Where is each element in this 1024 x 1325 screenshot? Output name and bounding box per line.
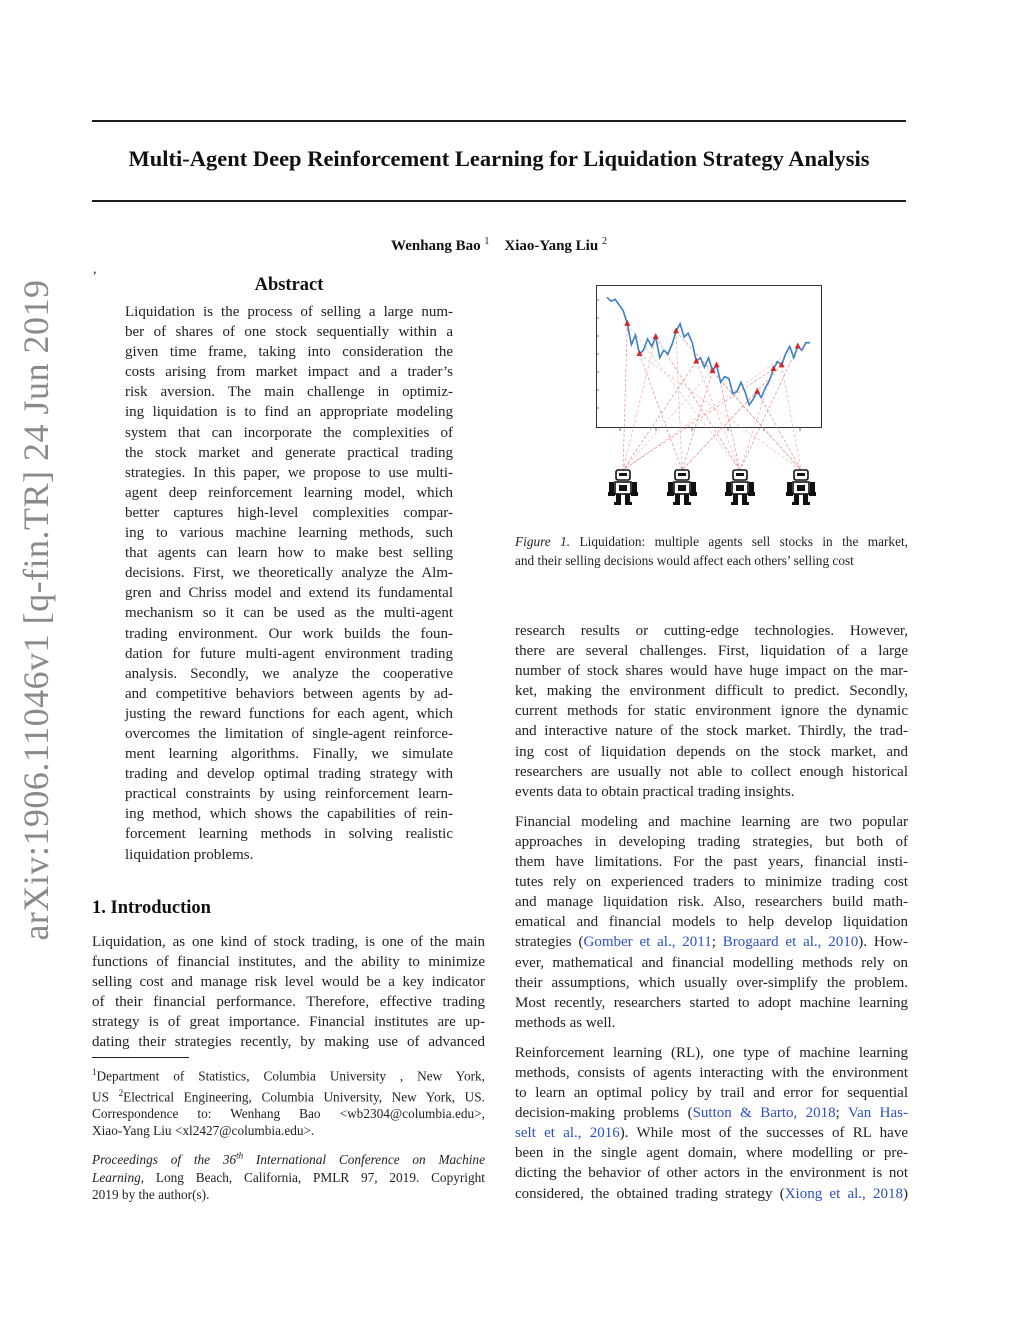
text-line: dicting the behavior of other actors in the environment is not bbox=[515, 1165, 908, 1182]
author-name: Xiao-Yang Liu bbox=[504, 238, 599, 254]
text-line: to learn an optimal policy by trail and error for sequential bbox=[515, 1085, 908, 1102]
stock-price-line bbox=[607, 297, 810, 405]
citation-link[interactable]: Gomber et al., 2011 bbox=[583, 934, 712, 951]
text-line: and interactive nature of the stock market. Thirdly, the trad- bbox=[515, 723, 908, 740]
proceedings-text: International Conference on Machine bbox=[243, 1152, 485, 1168]
influence-link bbox=[623, 369, 773, 470]
text-line: events data to obtain practical trading insights. bbox=[515, 783, 795, 800]
text-line: mechanism so it can be used as the multi-agent bbox=[125, 605, 453, 622]
proceedings-text: Learning bbox=[92, 1169, 141, 1185]
footnote-text: Electrical Engineering, Columbia University, New York, US. bbox=[123, 1089, 485, 1105]
text-line: practical constraints by using reinforcement learn- bbox=[125, 786, 453, 803]
text-line: been in the single agent domain, where modelling or pre- bbox=[515, 1145, 908, 1162]
abstract-heading: Abstract bbox=[254, 275, 324, 295]
robot-agent-icon bbox=[608, 470, 638, 505]
text-line: trading and develop optimal trading strategy with bbox=[125, 766, 453, 783]
sell-point-marker bbox=[795, 342, 801, 348]
text-run: decision-making problems ( bbox=[515, 1105, 693, 1122]
robot-agent-icon bbox=[725, 470, 755, 505]
text-line: better captures high-level complexities compar- bbox=[125, 504, 453, 521]
text-line: the stock market and generate practical trading bbox=[125, 444, 453, 461]
title-bottom-rule bbox=[92, 200, 906, 202]
text-line: Reinforcement learning (RL), one type of machine learning bbox=[515, 1044, 908, 1061]
text-line: gren and Chriss model and extend its fundamental bbox=[125, 585, 453, 602]
text-line: and manage liquidation risk. Also, researchers build math- bbox=[515, 894, 908, 911]
paragraph bbox=[515, 812, 908, 1033]
text-line bbox=[515, 1184, 908, 1204]
text-line: selling cost and manage risk level would be a key indicator bbox=[92, 974, 485, 991]
influence-link bbox=[623, 362, 696, 470]
text-line bbox=[515, 1103, 908, 1123]
footnote-mark: 1 bbox=[92, 1067, 97, 1077]
paragraph bbox=[515, 1043, 908, 1204]
text-line: ket, making the environment difficult to predict. Secondly, bbox=[515, 683, 908, 700]
text-line: Liquidation, as one kind of stock trading, is one of the main bbox=[92, 934, 485, 950]
text-line: liquidation problems. bbox=[125, 846, 254, 863]
stray-comma: , bbox=[93, 262, 97, 277]
sell-point-marker bbox=[714, 361, 720, 367]
title-top-rule bbox=[92, 120, 906, 122]
text-line: research results or cutting-edge technologies. However, bbox=[515, 623, 908, 639]
text-line: costs arising from market impact and a trader’s bbox=[125, 364, 453, 381]
text-line: overcomes the limitation of single-agent reinforce- bbox=[125, 725, 453, 742]
influence-link bbox=[639, 354, 801, 470]
influence-link bbox=[682, 365, 782, 470]
affiliation-mark: 1 bbox=[484, 236, 490, 247]
text-line: agent deep reinforcement learning model, which bbox=[125, 484, 453, 501]
proceedings-note bbox=[92, 1148, 485, 1203]
text-line: ever, mathematical and financial modelling methods rely on bbox=[515, 954, 908, 971]
author-name: Wenhang Bao bbox=[391, 238, 481, 254]
affiliation-mark: 2 bbox=[601, 236, 607, 247]
influence-link bbox=[627, 324, 740, 470]
text-line: ing liquidation is to find an appropriate modeling bbox=[125, 404, 453, 421]
text-line: them have limitations. For the past years, financial insti- bbox=[515, 854, 908, 871]
text-line: that agents can learn how to make best selling bbox=[125, 545, 453, 562]
footnote-line: Correspondence to: Wenhang Bao <wb2304@columbia.edu>, bbox=[92, 1106, 485, 1122]
robot-agent-icon bbox=[786, 470, 816, 505]
text-line: their assumptions, which usually over-simplify the problem. bbox=[515, 974, 908, 991]
proceedings-line: 2019 by the author(s). bbox=[92, 1186, 210, 1202]
paragraph bbox=[515, 621, 908, 802]
text-line: ing to various machine learning methods, such bbox=[125, 525, 453, 542]
figure-caption bbox=[515, 533, 908, 570]
text-line: strategies. In this paper, we propose to use multi- bbox=[125, 464, 453, 481]
text-line: system that can incorporate the complexities of bbox=[125, 424, 453, 441]
text-run: considered, the obtained trading strategy ( bbox=[515, 1185, 785, 1202]
text-line: number of stock shares would have huge impact on the mar- bbox=[515, 663, 908, 680]
footnote-text: US bbox=[92, 1089, 109, 1105]
text-line: approaches in developing trading strategies, but both of bbox=[515, 833, 908, 850]
text-line: analysis. Secondly, we analyze the cooperative bbox=[125, 665, 453, 682]
text-line: functions of financial institutes, and the ability to minimize bbox=[92, 954, 485, 971]
paper-title: Multi-Agent Deep Reinforcement Learning for Liquidation Strategy Analysis bbox=[128, 146, 870, 171]
footnote-line: Xiao-Yang Liu <xl2427@columbia.edu>. bbox=[92, 1123, 315, 1139]
influence-link bbox=[639, 354, 682, 470]
text-line: decisions. First, we theoretically analyze the Alm- bbox=[125, 565, 453, 582]
text-line: of their financial performance. Therefore, effective trading bbox=[92, 994, 485, 1011]
influence-link bbox=[623, 337, 656, 470]
text-line: ment learning algorithms. Finally, we simulate bbox=[125, 746, 453, 763]
influence-link bbox=[782, 365, 801, 470]
text-run: strategies ( bbox=[515, 934, 584, 951]
text-line: ematical and financial models to help develop liquidation bbox=[515, 914, 908, 931]
text-line: ber of shares of one stock sequentially within a bbox=[125, 324, 453, 341]
proceedings-line bbox=[92, 1148, 485, 1169]
text-line: there are several challenges. First, liquidation of a large bbox=[515, 643, 908, 660]
introduction-heading: 1. Introduction bbox=[92, 898, 211, 918]
text-line: dating their strategies recently, by making use of advanced bbox=[92, 1034, 485, 1051]
influence-link bbox=[623, 365, 717, 470]
influence-link bbox=[713, 371, 801, 470]
influence-link bbox=[676, 331, 682, 470]
text-line: strategy is of great importance. Financial institutes are up- bbox=[92, 1014, 485, 1031]
citation-link[interactable]: Van Has- bbox=[847, 1105, 909, 1122]
text-run: ). How- bbox=[858, 934, 909, 951]
influence-link bbox=[623, 324, 627, 470]
footnote-text: Department of Statistics, Columbia University , New York, bbox=[96, 1068, 485, 1084]
text-line: current methods for static environment ignore the dynamic bbox=[515, 703, 908, 720]
arxiv-side-stamp: arXiv:1906.11046v1 [q-fin.TR] 24 Jun 2019 bbox=[16, 279, 56, 941]
text-line: methods, consists of agents interacting with the environment bbox=[515, 1064, 908, 1081]
text-line bbox=[515, 932, 908, 952]
citation-link[interactable]: selt et al., 2016 bbox=[515, 1125, 620, 1142]
text-line bbox=[515, 1123, 908, 1143]
footnote-mark: 2 bbox=[118, 1087, 124, 1098]
footnote-rule bbox=[92, 1057, 189, 1058]
text-line: methods as well. bbox=[515, 1014, 616, 1031]
text-line: dation for future multi-agent environment trading bbox=[125, 645, 453, 662]
caption-line bbox=[515, 533, 908, 552]
sell-point-marker bbox=[624, 320, 630, 326]
influence-link bbox=[740, 346, 798, 470]
caption-line: and their selling decisions would affect each others’ selling cost bbox=[515, 552, 854, 568]
abstract-body bbox=[125, 302, 453, 865]
proceedings-sup: th bbox=[236, 1151, 244, 1161]
text-line: researchers are usually not able to collect enough historical bbox=[515, 763, 908, 780]
text-line: given time frame, taking into consideration the bbox=[125, 344, 453, 361]
text-line: risk aversion. The main challenge in optimiz- bbox=[125, 384, 453, 401]
citation-link[interactable]: Sutton & Barto, 2018 bbox=[692, 1105, 836, 1122]
text-line: and competitive behaviors between agents by ad- bbox=[125, 685, 453, 702]
right-column-body bbox=[515, 621, 908, 1204]
affiliation-footnote bbox=[92, 1064, 485, 1140]
text-line: Financial modeling and machine learning are two popular bbox=[515, 813, 908, 830]
robot-agent-icon bbox=[667, 470, 697, 505]
text-line: Liquidation is the process of selling a large num- bbox=[125, 304, 453, 320]
footnote-line bbox=[92, 1064, 485, 1085]
text-line: ing method, which shows the capabilities of rein- bbox=[125, 806, 453, 823]
text-line: tutes rely on experienced traders to minimize trading cost bbox=[515, 874, 908, 891]
proceedings-line bbox=[92, 1169, 485, 1186]
citation-link[interactable]: Brogaard et al., 2010 bbox=[722, 934, 859, 951]
proceedings-text: , Long Beach, California, PMLR 97, 2019. Copyright bbox=[140, 1169, 485, 1185]
sell-point-marker bbox=[653, 333, 659, 339]
text-run: ) bbox=[903, 1185, 908, 1202]
text-line: Most recently, researchers started to adopt machine learning bbox=[515, 994, 908, 1011]
figure-1-illustration bbox=[560, 280, 860, 520]
footnote-line bbox=[92, 1085, 485, 1106]
influence-link bbox=[740, 369, 773, 470]
text-run: ). While most of the successes of RL have bbox=[619, 1125, 908, 1142]
text-run: ; bbox=[835, 1105, 848, 1122]
proceedings-text: Proceedings of the 36 bbox=[92, 1152, 237, 1168]
text-line: justing the reward functions for each agent, which bbox=[125, 705, 453, 722]
text-line: forcement learning methods in solving realistic bbox=[125, 826, 453, 843]
text-line: ing cost of liquidation depends on the stock market, and bbox=[515, 743, 908, 760]
text-line: trading environment. Our work builds the foun- bbox=[125, 625, 453, 642]
text-run: ; bbox=[711, 934, 723, 951]
caption-text: Liquidation: multiple agents sell stocks in the market, bbox=[570, 534, 908, 549]
author-line bbox=[92, 236, 906, 255]
caption-label: Figure 1. bbox=[515, 534, 571, 549]
introduction-body bbox=[92, 932, 485, 1053]
citation-link[interactable]: Xiong et al., 2018 bbox=[784, 1185, 903, 1202]
